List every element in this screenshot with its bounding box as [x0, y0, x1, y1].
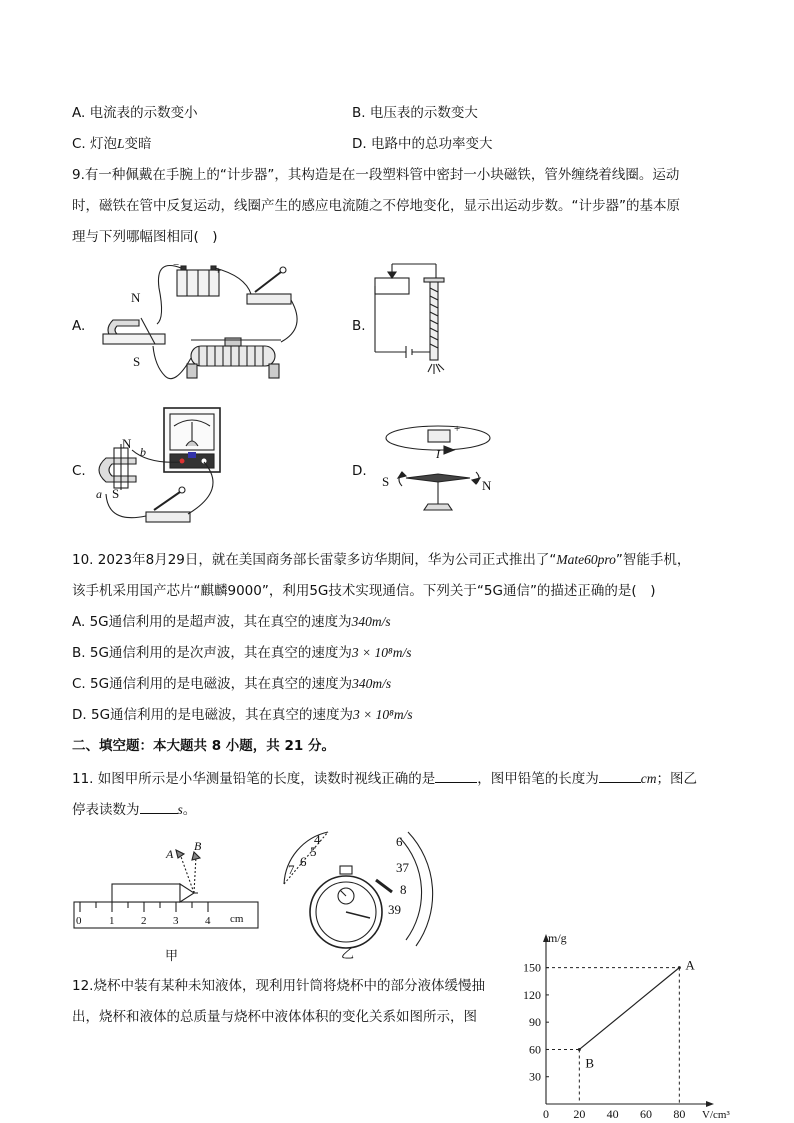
option-letter: A.	[72, 105, 86, 121]
large-dial-39: 39	[388, 902, 401, 917]
eye-b-label: B	[194, 839, 202, 853]
q9-label-d: D.	[352, 463, 367, 479]
magnet-n-label: N	[131, 290, 141, 305]
magnet-s-label: S	[133, 354, 141, 369]
option-letter: C.	[72, 136, 86, 152]
x-tick-label: 40	[606, 1107, 619, 1121]
wire-a-label: a	[96, 487, 102, 501]
q12-stem-line1: 12.烧杯中装有某种未知液体，现利用针筒将烧杯中的部分液体缓慢抽	[72, 978, 485, 994]
needle-s-label: S	[382, 474, 390, 489]
option-text-tail: 变暗	[124, 136, 152, 152]
option-letter: D.	[72, 707, 87, 723]
q8-option-d	[352, 135, 492, 153]
q10-phone-model: Mate60pro	[556, 552, 616, 567]
option-speed: 340m/s	[351, 614, 391, 629]
q12-stem-line2: 出，烧杯和液体的总质量与烧杯中液体体积的变化关系如图所示，图	[72, 1009, 477, 1025]
chart-labels	[523, 931, 730, 1121]
ruler-tick-1: 1	[109, 915, 115, 927]
answer-blank[interactable]	[140, 799, 178, 814]
small-dial-5: 5	[310, 844, 317, 859]
option-text: 5G通信利用的是次声波，其在真空的速度为	[89, 645, 352, 661]
x-axis-arrow	[706, 1101, 714, 1107]
ruler-unit: cm	[230, 913, 244, 925]
small-dial-7: 7	[288, 862, 295, 877]
mass-volume-chart	[512, 931, 730, 1121]
unit-s: s	[177, 802, 183, 817]
series-line	[579, 968, 679, 1050]
q11-stem-line1	[72, 768, 697, 788]
q10-stem-line1	[72, 551, 690, 569]
section-2-title: 二、填空题：本大题共 8 小题，共 21 分。	[72, 738, 335, 754]
ruler-tick-4: 4	[205, 915, 211, 927]
ruler-tick-0: 0	[76, 915, 82, 927]
q10-option-d	[72, 706, 413, 724]
cell-minus-label: −	[422, 421, 429, 433]
q9-stem-line3: 理与下列哪幅图相同( )	[72, 229, 218, 245]
q11-stem-line2	[72, 799, 196, 819]
x-tick-label: 80	[673, 1107, 686, 1121]
variable-l: L	[117, 136, 125, 151]
option-speed: 340m/s	[352, 676, 392, 691]
chart-line	[578, 966, 681, 1051]
q10-stem-line2: 该手机采用国产芯片“麒麟9000”，利用5G技术实现通信。下列关于“5G通信”的描述正确的是( )	[72, 583, 656, 599]
q8-option-c	[72, 135, 152, 153]
q10-line1-post: ”智能手机，	[615, 552, 691, 568]
needle-n-label: N	[482, 478, 492, 493]
q9-label-c: C.	[72, 463, 86, 479]
q9-figure-d	[380, 420, 510, 520]
q11-text: 。	[182, 802, 197, 818]
option-text: 5G通信利用的是超声波，其在真空的速度为	[89, 614, 352, 630]
q9-label-a: A.	[72, 318, 86, 334]
option-text: 电流表的示数变小	[89, 105, 198, 121]
large-dial-8: 8	[400, 882, 407, 897]
q11-text: ，图甲铅笔的长度为	[477, 771, 599, 787]
option-text: 电压表的示数变大	[369, 105, 478, 121]
figure-caption-yi: 乙	[341, 946, 355, 961]
y-tick-label: 30	[529, 1069, 541, 1084]
q9-label-b: B.	[352, 318, 366, 334]
q11-text: ；图乙	[656, 771, 698, 787]
q8-option-a	[72, 104, 198, 122]
small-dial-4: 4	[314, 832, 321, 847]
figure-caption-jia: 甲	[165, 948, 179, 963]
x-axis-label: V/cm³	[702, 1109, 730, 1121]
large-dial-37: 37	[396, 860, 409, 875]
answer-blank[interactable]	[435, 768, 477, 783]
battery-minus-label: −	[173, 259, 180, 271]
q11-text: 11. 如图甲所示是小华测量铅笔的长度，读数时视线正确的是	[72, 771, 436, 787]
answer-blank[interactable]	[599, 768, 641, 783]
q9-figure-b	[370, 250, 470, 380]
x-tick-label: 20	[573, 1107, 586, 1121]
point-label-A: A	[685, 957, 695, 973]
y-tick-label: 150	[523, 960, 541, 975]
y-tick-label: 60	[529, 1042, 541, 1057]
option-letter: C.	[72, 676, 86, 692]
option-letter: B.	[352, 105, 366, 121]
x-tick-label: 0	[543, 1107, 549, 1121]
wire-b-label: b	[140, 445, 146, 459]
option-speed: 3 × 10⁸m/s	[351, 645, 412, 660]
q11-figure-jia	[72, 838, 272, 968]
q9-figure-a	[95, 258, 315, 388]
cell-plus-label: +	[454, 423, 461, 435]
eye-a-label: A	[166, 847, 174, 861]
q10-option-b	[72, 644, 411, 662]
current-i-label: I	[436, 447, 440, 461]
data-point-A	[678, 966, 681, 969]
q10-option-c	[72, 675, 391, 693]
small-dial-6: 6	[300, 854, 307, 869]
option-letter: A.	[72, 614, 86, 630]
q11-figure-yi	[278, 826, 448, 961]
option-letter: B.	[72, 645, 86, 661]
q10-line1-pre: 10. 2023年8月29日，就在美国商务部长雷蒙多访华期间，华为公司正式推出了“	[72, 552, 557, 568]
option-text: 5G通信利用的是电磁波，其在真空的速度为	[90, 707, 354, 723]
magnet-n-label: N	[122, 436, 132, 451]
y-tick-label: 90	[529, 1015, 541, 1030]
q10-option-a	[72, 613, 391, 631]
option-text: 5G通信利用的是电磁波，其在真空的速度为	[90, 676, 353, 692]
option-letter: D.	[352, 136, 367, 152]
large-dial-6: 6	[396, 834, 403, 849]
q8-option-b	[352, 104, 478, 122]
option-text: 灯泡	[90, 136, 118, 152]
unit-cm: cm	[640, 771, 657, 786]
data-point-B	[578, 1048, 581, 1051]
option-text: 电路中的总功率变大	[370, 136, 493, 152]
option-speed: 3 × 10⁸m/s	[353, 707, 413, 722]
ruler-tick-2: 2	[141, 915, 147, 927]
point-label-B: B	[585, 1055, 595, 1071]
x-tick-label: 60	[640, 1107, 652, 1121]
q11-text: 停表读数为	[72, 802, 140, 818]
q9-stem-line2: 时，磁铁在管中反复运动，线圈产生的感应电流随之不停地变化，显示出运动步数。“计步器”的基本原	[72, 198, 680, 214]
y-axis-label: m/g	[548, 931, 567, 945]
q9-stem-line1: 9.有一种佩戴在手腕上的“计步器”，其构造是在一段塑料管中密封一小块磁铁，管外缠绕着线圈。运动	[72, 167, 680, 183]
q9-figure-c	[88, 404, 318, 534]
battery-plus-label: +	[215, 265, 222, 277]
ruler-tick-3: 3	[173, 915, 179, 927]
y-tick-label: 120	[523, 987, 541, 1002]
chart-guides	[546, 968, 679, 1104]
magnet-s-label: S	[112, 486, 120, 501]
